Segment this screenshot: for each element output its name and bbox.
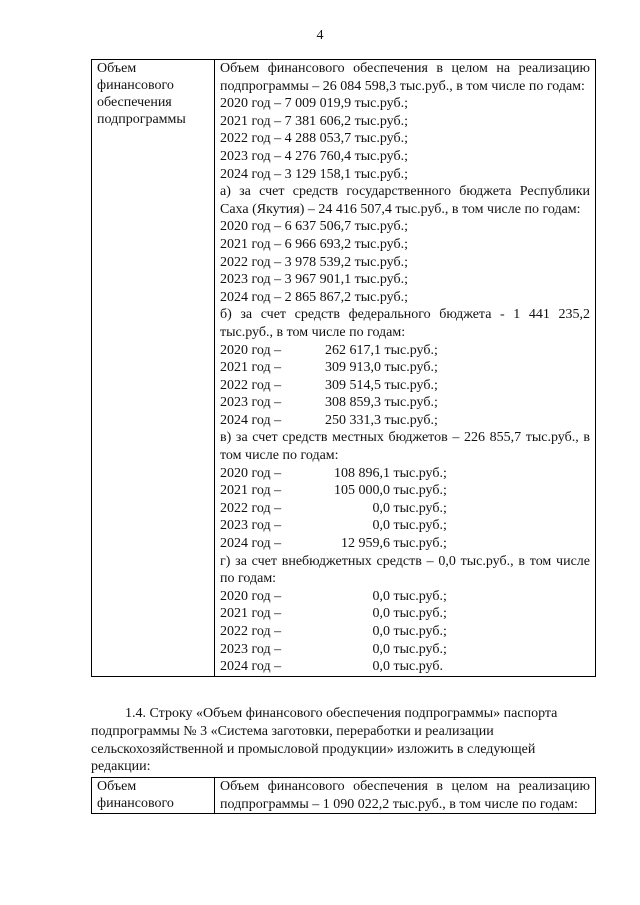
row-label-cell — [92, 778, 215, 814]
federal-year-2021: 2021 год – 309 913,0 тыс.руб.; — [220, 360, 438, 376]
federal-year-2022: 2022 год – 309 514,5 тыс.руб.; — [220, 377, 438, 393]
label-line: обеспечения — [97, 95, 172, 110]
amendment-paragraph — [91, 705, 596, 776]
local-year-2021: 2021 год – 105 000,0 тыс.руб.; — [220, 483, 447, 499]
local-budget-intro: в) за счет средств местных бюджетов – 226 855,7 тыс.руб., в том числе по годам: — [220, 430, 590, 464]
extrabudgetary-intro: г) за счет внебюджетных средств – 0,0 тыс.руб., в том числе по годам: — [220, 553, 590, 587]
label-line: Объем — [97, 61, 137, 76]
total-year-2020: 2020 год – 7 009 019,9 тыс.руб.; — [220, 96, 408, 112]
total-year-2023: 2023 год – 4 276 760,4 тыс.руб.; — [220, 148, 408, 164]
paragraph-line: 1.4. Строку «Объем финансового обеспечения подпрограммы» паспорта — [125, 706, 558, 721]
page-number: 4 — [316, 28, 324, 43]
financing-details-cell — [215, 60, 596, 677]
state-year-2022: 2022 год – 3 978 539,2 тыс.руб.; — [220, 254, 408, 270]
paragraph-line: подпрограммы № 3 «Система заготовки, переработки и реализации — [91, 723, 494, 739]
federal-year-2024: 2024 год – 250 331,3 тыс.руб.; — [220, 412, 438, 428]
federal-year-2020: 2020 год – 262 617,1 тыс.руб.; — [220, 342, 438, 358]
local-year-2024: 2024 год – 12 959,6 тыс.руб.; — [220, 536, 447, 552]
state-year-2023: 2023 год – 3 967 901,1 тыс.руб.; — [220, 272, 408, 288]
federal-budget-intro: б) за счет средств федерального бюджета - 1 441 235,2 тыс.руб., в том числе по годам: — [220, 307, 590, 340]
state-year-2020: 2020 год – 6 637 506,7 тыс.руб.; — [220, 219, 408, 235]
financing-table-subprogram-3 — [91, 777, 596, 814]
total-year-2022: 2022 год – 4 288 053,7 тыс.руб.; — [220, 131, 408, 147]
extra-year-2023: 2023 год – 0,0 тыс.руб.; — [220, 641, 447, 657]
state-year-2021: 2021 год – 6 966 693,2 тыс.руб.; — [220, 236, 408, 252]
paragraph-line: редакции: — [91, 759, 151, 775]
table-row — [92, 60, 596, 677]
federal-year-2023: 2023 год – 308 859,3 тыс.руб.; — [220, 395, 438, 411]
extra-year-2022: 2022 год – 0,0 тыс.руб.; — [220, 624, 447, 639]
financing-table-subprogram — [91, 59, 596, 677]
row-label-cell — [92, 60, 215, 677]
state-year-2024: 2024 год – 2 865 867,2 тыс.руб.; — [220, 289, 408, 305]
total-year-2021: 2021 год – 7 381 606,2 тыс.руб.; — [220, 113, 408, 129]
state-budget-intro: а) за счет средств государственного бюджета Республики Саха (Якутия) – 24 416 507,4 тыс.руб., в том числе по годам: — [220, 184, 590, 217]
label-line: подпрограммы — [97, 112, 186, 127]
extra-year-2020: 2020 год – 0,0 тыс.руб.; — [220, 588, 447, 604]
local-year-2020: 2020 год – 108 896,1 тыс.руб.; — [220, 465, 447, 481]
local-year-2022: 2022 год – 0,0 тыс.руб.; — [220, 500, 447, 516]
label-line: Объем — [97, 779, 137, 794]
extra-year-2021: 2021 год – 0,0 тыс.руб.; — [220, 606, 447, 622]
table-row — [92, 778, 596, 814]
extra-year-2024: 2024 год – 0,0 тыс.руб. — [220, 659, 443, 675]
label-line: финансового — [97, 78, 174, 93]
paragraph-line: сельскохозяйственной и промысловой продукции» изложить в следующей — [91, 741, 536, 757]
label-line: финансового — [97, 796, 174, 811]
local-year-2023: 2023 год – 0,0 тыс.руб.; — [220, 518, 447, 534]
total-financing-intro: Объем финансового обеспечения в целом на реализацию подпрограммы – 26 084 598,3 тыс.руб., в том числе по годам: — [220, 61, 590, 94]
total-financing-intro: Объем финансового обеспечения в целом на реализацию подпрограммы – 1 090 022,2 тыс.руб., в том числе по годам: — [220, 779, 590, 812]
total-year-2024: 2024 год – 3 129 158,1 тыс.руб.; — [220, 166, 408, 182]
financing-details-cell — [215, 778, 596, 814]
